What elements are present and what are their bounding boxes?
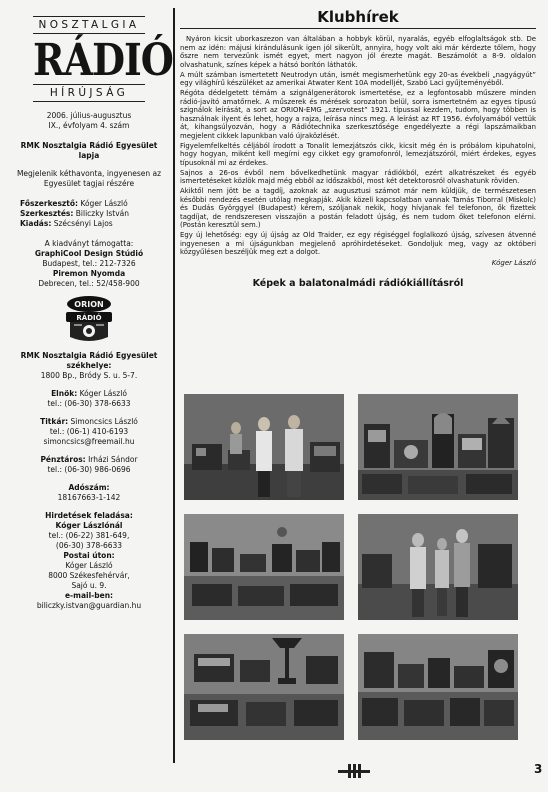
tax-number: 18167663-1-142: [57, 493, 121, 502]
contact-treasurer: [14, 455, 164, 475]
support-intro: A kiadványt támogatta:: [44, 239, 134, 248]
post-title: Postai úton:: [63, 551, 115, 560]
photo-radio-rows: [358, 634, 518, 740]
publisher-name: Szécsényi Lajos: [53, 219, 113, 228]
contact-secretary: [14, 417, 164, 447]
article-body: [180, 35, 536, 257]
article-paragraph: Akiktől nem jött be a tagdíj, azoknak az augusztusi számot már nem küldjük, de természetesen későbbi rendezés esetén utólag megkapják. Akik közeli kapcsolatban vannak Tamás Tiborral (Miskolc) és Dudás Györggyel (Budapest) kérem, szóljanak nekik, hogy hívjanak fel telefonon, ők fizettek tagdíjat, de rendszeresen visszajön a postán feladott újság, és nem tudom őket telefonon elérni. (Postán keresztül sem.): [180, 187, 536, 230]
contact-name: Simoncsics László: [70, 417, 138, 426]
contact-label: Pénztáros:: [40, 455, 86, 464]
editor-label: Főszerkesztő:: [20, 199, 79, 208]
article-paragraph: Régóta dédelgetett témám a szignálgenerátorok ismertetése, ez a legfontosabb műszere minden rádió-javító amatőrnek. A műszerek és mérések sorozaton belül, sorra ismertetném az egyes típusú szignálok leírását, a sort az ORION-EMG „szervotest” 1921. típussal kezdem, tudom, hogy többen is használnak ilyent és lehet, hogy a rajza, leírása nincs meg. A leírást az RT 1956. évfolyamából vettük át, kihangsúlyozván, hogy a Rádiótechnika szerkesztősége engedélyezte a régi lapszámaikban megjelent cikkek lapunkban való újraközlését.: [180, 88, 536, 140]
article: [180, 6, 536, 296]
studio-address: Budapest, tel.: 212-7326: [42, 259, 136, 268]
press-name: Piremon Nyomda: [52, 269, 126, 278]
photo-grid: [184, 394, 518, 740]
email-address: biliczky.istvan@guardian.hu: [36, 601, 142, 610]
editor-name: Kóger László: [80, 199, 128, 208]
hq-title: RMK Nosztalgia Rádió Egyesület székhelye:: [20, 351, 158, 370]
ads-name: Kóger Lászlónál: [55, 521, 123, 530]
publisher-label: Kiadás:: [20, 219, 52, 228]
article-title: Klubhírek: [180, 8, 536, 29]
credits: [14, 199, 164, 229]
ads-phone1: tel.: (06-22) 381-649,: [48, 531, 130, 540]
contact-label: Titkár:: [40, 417, 69, 426]
masthead-title: RÁDIÓ: [33, 33, 173, 86]
column-divider: [173, 8, 175, 763]
photo-radio-shelves: [358, 394, 518, 500]
subeditor-name: Biliczky István: [75, 209, 129, 218]
issue-date: 2006. július-augusztus: [46, 111, 132, 120]
contact-email: simoncsics@freemail.hu: [43, 437, 135, 446]
contact-name: Kóger László: [79, 389, 127, 398]
masthead-top: NOSZTALGIA: [33, 16, 145, 34]
issue-info: [14, 111, 164, 131]
article-paragraph: Sajnos a 26-os évből nem bővelkedhetünk magyar rádiókból, ezért alkatrészeket és egyéb ismertetéseket közlök majd még ebből az időszakból, most két detektorosról olvashatunk röviden.: [180, 168, 536, 186]
page-number: 3: [534, 762, 543, 776]
issue-volume: IX., évfolyam 4. szám: [48, 121, 130, 130]
photo-visitors: [358, 514, 518, 620]
contact-name: Irházi Sándor: [88, 455, 138, 464]
article-paragraph: Egy új lehetőség: egy új újság az Old Traider, ez egy régiséggel foglalkozó újság, szívesen átvenné ingyenesen a mi újságunkban megjelenő apróhirdetéseket. Gondoljuk meg, vagy az októberi közgyűlésen beszéljük meg ezt a dolgot.: [180, 231, 536, 257]
photos-heading: Képek a balatonalmádi rádiókiállításról: [252, 277, 464, 289]
org-note: Megjelenik kéthavonta, ingyenesen az Egyesület tagjai részére: [16, 169, 162, 188]
studio-name: GraphiCool Design Stúdió: [34, 249, 144, 258]
post-name: Kóger László: [65, 561, 113, 570]
tax-label: Adószám:: [68, 483, 110, 492]
contact-president: [14, 389, 164, 409]
org-name: RMK Nosztalgia Rádió Egyesület lapja: [20, 141, 158, 160]
contact-label: Elnök:: [51, 389, 78, 398]
article-signature: Kóger László: [491, 258, 536, 267]
email-title: e-mail-ben:: [64, 591, 114, 600]
press-address: Debrecen, tel.: 52/458-900: [38, 279, 140, 288]
post-street: Sajó u. 9.: [71, 581, 107, 590]
photo-radio-display: [184, 634, 344, 740]
ads-title: Hirdetések feladása:: [45, 511, 133, 520]
article-paragraph: Nyáron kicsit uborkaszezon van általában a hobbyk körül, nyaralás, egyéb elfoglaltságok stb. De nem az idén: májusi kirándulásunk igen jól sikerült, annyira, hogy volt aki már kérdezte tőlem, hogy őszre nem tervezünk ismét egyet, mert nagyon jól érezte magát. Beszámolót a 8-9. oldalon olvashatunk, színes képek a hátsó borítón láthatók.: [180, 35, 536, 69]
masthead: [33, 16, 173, 102]
contact-phone: tel.: (06-30) 378-6633: [47, 399, 131, 408]
sidebar: [14, 4, 173, 762]
ads-phone2: (06-30) 378-6633: [55, 541, 123, 550]
hq-address: 1800 Bp., Bródy S. u. 5-7.: [40, 371, 138, 380]
orion-radio-logo: [56, 295, 122, 343]
contact-phone: tel.: (06-1) 410-6193: [49, 427, 129, 436]
photo-exhibition-people: [184, 394, 344, 500]
post-city: 8000 Székesfehérvár,: [48, 571, 130, 580]
photo-radio-tables: [184, 514, 344, 620]
article-paragraph: Figyelemfelkeltés céljából írodott a Tonalit lemezjátszós cikk, kicsit még én is próbálom kipuhatolni, hogy hogyan, miként kell megírni egy cikket egy gramofonról, lemezjátszóról, miért érdekes, egyes típusoknál mi az érdekes.: [180, 141, 536, 167]
logo-radio-text: RÁDIÓ: [76, 314, 102, 322]
footer-ornament: [334, 762, 374, 780]
contact-phone: tel.: (06-30) 986-0696: [47, 465, 131, 474]
article-paragraph: A múlt számban ismertetett Neutrodyn után, ismét megismerhetünk egy 20-as évekbeli „nagyágyút” egy világhírű készüléket az amerikai Atwater Kent 10A modelljét, Szabó Laci gyűjteményéből.: [180, 70, 536, 88]
masthead-bottom: HÍRÚJSÁG: [33, 84, 145, 102]
subeditor-label: Szerkesztés:: [20, 209, 74, 218]
logo-orion-text: ORION: [74, 300, 104, 309]
